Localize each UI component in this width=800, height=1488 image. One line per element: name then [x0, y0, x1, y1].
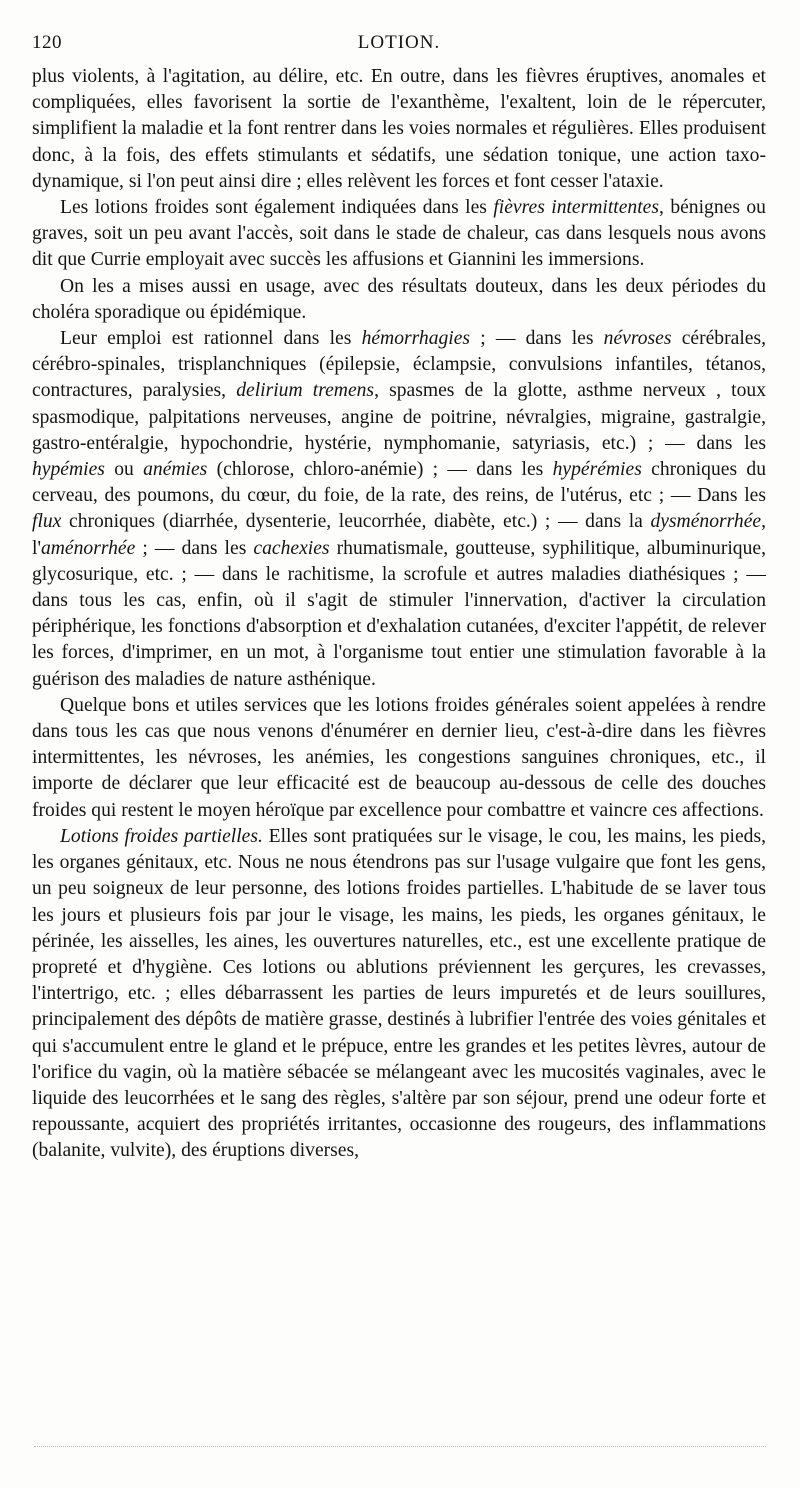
footer-dotted-rule — [34, 1440, 766, 1447]
text-run: cérébrales, cérébro-spinales, trisplanchniques (épilepsie, éclampsie, convulsions infantiles, tétanos, contractures, paralysies, — [32, 328, 766, 402]
text-run: On les a mises aussi en usage, avec des résultats douteux, dans les deux périodes du choléra sporadique ou épidémique. — [32, 275, 766, 323]
italic-text-run: flux — [32, 511, 62, 533]
italic-text-run: hémorrhagies — [361, 328, 471, 350]
paragraph — [32, 274, 766, 326]
text-run: Elles sont pratiquées sur le visage, le cou, les mains, les pieds, les organes génitaux, etc. Nous ne nous étendrons pas sur l'usage vulgaire que font les gens, un peu soigneux de leur personne, des lotions froides partielles. L'habitude de se laver tous les jours et plusieurs fois par jour le visage, les mains, les pieds, les organes génitaux, le périnée, les aisselles, les aines, les ouvertures naturelles, etc., est une excellente pratique de propreté et d'hygiène. Ces lotions ou ablutions préviennent les gerçures, les crevasses, l'intertrigo, etc. ; elles débarrassent les parties de leurs impuretés et de leurs souillures, principalement des dépôts de matière grasse, destinés à lubrifier l'entrée des voies génitales et qui s'accumulent entre le gland et le prépuce, entre les grandes et les petites lèvres, autour de l'orifice du vagin, où la matière sébacée se mélangeant avec les mucosités vaginales, avec le liquide des leucorrhées et le sang des règles, s'altère par son séjour, prend une odeur forte et repoussante, acquiert des propriétés irritantes, occasionne des rougeurs, des inflammations (balanite, vulvite), des éruptions diverses, — [32, 825, 766, 1162]
italic-text-run: névroses — [603, 328, 672, 350]
body-text — [32, 64, 766, 1165]
italic-text-run: aménorrhée — [40, 537, 136, 559]
text-run: Leur emploi est rationnel dans les — [60, 328, 362, 350]
italic-text-run: Lotions froides partielles. — [60, 825, 263, 847]
paragraph — [32, 693, 766, 824]
text-run: , l' — [32, 511, 766, 559]
italic-text-run: cachexies — [253, 537, 330, 559]
text-run: rhumatismale, goutteuse, syphilitique, albuminurique, glycosurique, etc. ; — dans le rachitisme, la scrofule et autres maladies diathésiques ; — dans tous les cas, enfin, où il s'agit de stimuler l'innervation, d'activer la circulation périphérique, les fonctions d'absorption et d'exhalation cutanées, d'exciter l'appétit, de relever les forces, d'imprimer, en un mot, à l'organisme tout entier une stimulation favorable à la guérison des maladies de nature asthénique. — [32, 537, 766, 690]
text-run: Les lotions froides sont également indiquées dans les — [60, 197, 494, 219]
italic-text-run: hypémies — [32, 459, 105, 481]
text-run: , bénignes ou graves, soit un peu avant l'accès, soit dans le stade de chaleur, cas dans lesquels nous avons dit que Currie employait avec succès les affusions et Giannini les immersions. — [32, 197, 766, 271]
page-header — [32, 32, 766, 64]
text-run: plus violents, à l'agitation, au délire, etc. En outre, dans les fièvres éruptives, anomales et compliquées, elles favorisent la sortie de l'exanthème, l'exaltent, loin de le répercuter, simplifient la maladie et la font rentrer dans les voies normales et régulières. Elles produisent donc, à la fois, des effets stimulants et sédatifs, une sédation tonique, une action taxo-dynamique, si l'on peut ainsi dire ; elles relèvent les forces et font cesser l'ataxie. — [32, 66, 766, 192]
paragraph — [32, 824, 766, 1165]
text-run: ou — [104, 459, 144, 481]
italic-text-run: delirium tremens — [236, 380, 375, 402]
paragraph — [32, 326, 766, 693]
text-run: ; — dans les — [470, 328, 604, 350]
italic-text-run: dysménorrhée — [650, 511, 762, 533]
italic-text-run: hypérémies — [552, 459, 642, 481]
running-title: LOTION. — [357, 32, 441, 53]
italic-text-run: anémies — [143, 459, 208, 481]
text-run: chroniques (diarrhée, dysenterie, leucorrhée, diabète, etc.) ; — dans la — [61, 511, 651, 533]
italic-text-run: fièvres intermittentes — [493, 197, 659, 219]
text-run: chroniques du cerveau, des poumons, du cœur, du foie, de la rate, des reins, de l'utérus, etc ; — Dans les — [32, 459, 766, 507]
text-run: (chlorose, chloro-anémie) ; — dans les — [207, 459, 553, 481]
text-run: Quelque bons et utiles services que les lotions froides générales soient appelées à rendre dans tous les cas que nous venons d'énumérer en dernier lieu, c'est-à-dire dans les fièvres intermittentes, les névroses, les anémies, les congestions sanguines chroniques, etc., il importe de déclarer que leur efficacité est de beaucoup au-dessous de celle des douches froides qui restent le moyen héroïque par excellence pour combattre et vaincre ces affections. — [32, 694, 766, 821]
page-number: 120 — [32, 32, 62, 53]
text-run: , spasmes de la glotte, asthme nerveux , toux spasmodique, palpitations nerveuses, angine de poitrine, névralgies, migraine, gastralgie, gastro-entéralgie, hypochondrie, hystérie, nymphomanie, satyriasis, etc.) ; — dans les — [32, 380, 766, 454]
paragraph — [32, 64, 766, 195]
paragraph — [32, 195, 766, 274]
text-run: ; — dans les — [135, 537, 254, 559]
